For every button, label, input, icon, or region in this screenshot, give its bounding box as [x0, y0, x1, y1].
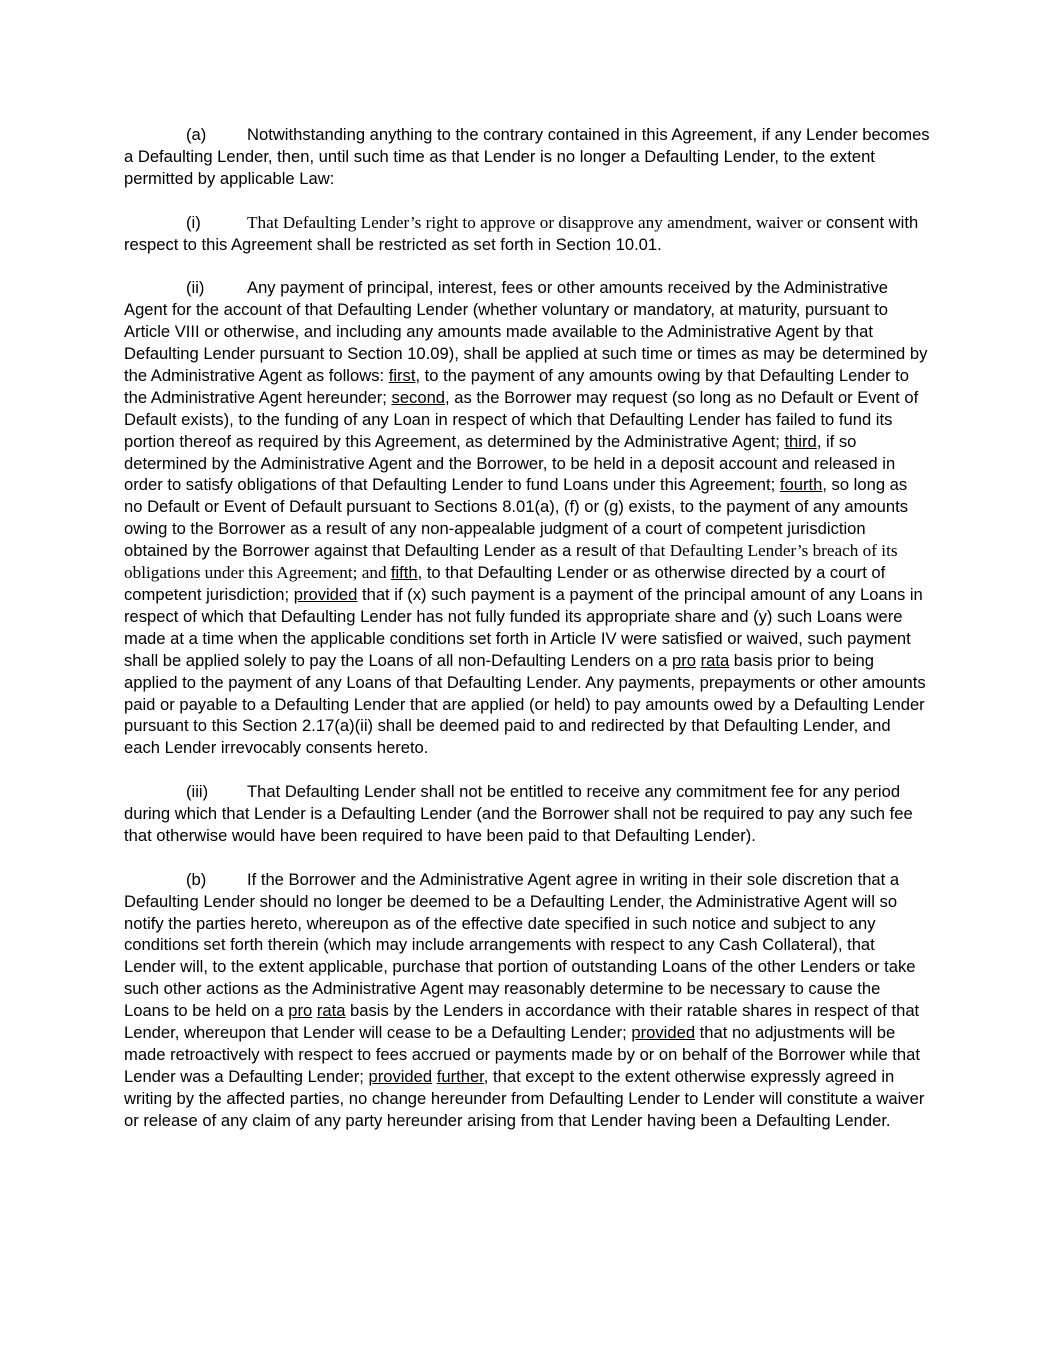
paragraph-label: (ii): [186, 278, 205, 298]
paragraph-text: consent with respect to this Agreement shall be restricted as set forth in Section 10.01.: [124, 212, 919, 254]
paragraph-ii: [124, 277, 930, 759]
underlined-term: pro: [671, 650, 696, 670]
paragraph-text: If the Borrower and the Administrative Agent agree in writing in their sole discretion that a Defaulting Lender should no longer be deemed to be a Defaulting Lender, the Administrative Agent will so notify the parties hereto, whereupon as of the effective date specified in such notice and subject to any conditions set forth therein (which may include arrangements with respect to any Cash Collateral), that Lender will, to the extent applicable, purchase that portion of outstanding Loans of the other Lenders or take such other actions as the Administrative Agent may reasonably determine to be necessary to cause the Loans to be held on a: [124, 869, 916, 1021]
paragraph-text: that if (x) such payment is a payment of the principal amount of any Loans in respect of which that Defaulting Lender has not fully funded its appropriate share and (y) such Loans were made at a time when the applicable conditions set forth in Article IV were satisfied or waived, such payment shall be applied solely to pay the Loans of all non-Defaulting Lenders on a: [124, 585, 923, 670]
underlined-term: second: [391, 387, 446, 407]
paragraph-text: Notwithstanding anything to the contrary contained in this Agreement, if any Lender becomes a Defaulting Lender, then, until such time as that Lender is no longer a Defaulting Lender, to the extent permitted by applicable Law:: [124, 125, 930, 188]
underlined-term: provided: [368, 1066, 433, 1086]
paragraph-label: (a): [186, 125, 207, 144]
paragraph-text: , so long as no Default or Event of Default pursuant to Sections 8.01(a), (f) or (g) exists, to the payment of any amounts owing to the Borrower as a result of any non-appealable judgment of a court of competent jurisdiction obtained by the Borrower against that Defaulting Lender as a result of: [124, 475, 908, 561]
underlined-term: third: [784, 431, 817, 451]
paragraph-text: basis by the Lenders in accordance with their ratable shares in respect of that Lender, whereupon that Lender will cease to be a Defaulting Lender;: [124, 1001, 920, 1043]
paragraph-text-serif: that Defaulting Lender’s breach of its obligations under this Agreement; and: [124, 541, 898, 583]
underlined-term: first: [388, 365, 416, 385]
underlined-term: pro: [288, 1001, 313, 1021]
paragraph-iii: [124, 781, 930, 847]
paragraph-label: (i): [186, 212, 201, 232]
underlined-term: rata: [316, 1001, 346, 1021]
paragraph-text: , if so determined by the Administrative Agent and the Borrower, to be held in a deposit account and released in order to satisfy obligations of that Defaulting Lender to fund Loans under this Agreement;: [124, 431, 896, 495]
underlined-term: further: [436, 1066, 484, 1086]
paragraph-text-serif: That Defaulting Lender’s right to approve or disapprove any amendment, waiver or: [247, 212, 822, 232]
paragraph-text: basis prior to being applied to the payment of any Loans of that Defaulting Lender. Any payments, prepayments or other amounts paid or payable to a Defaulting Lender that are applied (or held) to pay amounts owed by a Defaulting Lender pursuant to this Section 2.17(a)(ii) shall be deemed paid to and redirected by that Defaulting Lender, and each Lender irrevocably consents hereto.: [124, 650, 926, 758]
paragraph-text: , to that Defaulting Lender or as otherwise directed by a court of competent jurisdiction;: [124, 563, 886, 604]
paragraph-text: , that except to the extent otherwise expressly agreed in writing by the affected parties, no change hereunder from Defaulting Lender to Lender will constitute a waiver or release of any claim of any party hereunder arising from that Lender having been a Defaulting Lender.: [124, 1066, 925, 1130]
document-page: [124, 124, 930, 1132]
paragraph-text: That Defaulting Lender shall not be entitled to receive any commitment fee for any period during which that Lender is a Defaulting Lender (and the Borrower shall not be required to pay any such fee that otherwise would have been required to have been paid to that Defaulting Lender).: [124, 782, 913, 845]
paragraph-text: Any payment of principal, interest, fees or other amounts received by the Administrative Agent for the account of that Defaulting Lender (whether voluntary or mandatory, at maturity, pursuant to Article VIII or otherwise, and including any amounts made available to the Administrative Agent by that Defaulting Lender pursuant to Section 10.09), shall be applied at such time or times as may be determined by the Administrative Agent as follows:: [124, 278, 928, 385]
paragraph-text: , to the payment of any amounts owing by that Defaulting Lender to the Administrative Agent hereunder;: [124, 365, 909, 407]
paragraph-text: , as the Borrower may request (so long as no Default or Event of Default exists), to the funding of any Loan in respect of which that Defaulting Lender has failed to fund its portion thereof as required by this Agreement, as determined by the Administrative Agent;: [124, 387, 919, 451]
paragraph-label: (iii): [186, 782, 209, 802]
underlined-term: provided: [293, 585, 358, 604]
underlined-term: rata: [700, 650, 730, 670]
underlined-term: fifth: [390, 563, 418, 583]
underlined-term: provided: [631, 1023, 696, 1043]
underlined-term: fourth: [779, 475, 823, 495]
paragraph-text: that no adjustments will be made retroactively with respect to fees accrued or payments made by or on behalf of the Borrower while that Lender was a Defaulting Lender;: [124, 1023, 920, 1086]
paragraph-a: [124, 124, 930, 190]
paragraph-b: [124, 869, 930, 1132]
paragraph-label: (b): [186, 869, 207, 889]
paragraph-i: [124, 212, 930, 256]
